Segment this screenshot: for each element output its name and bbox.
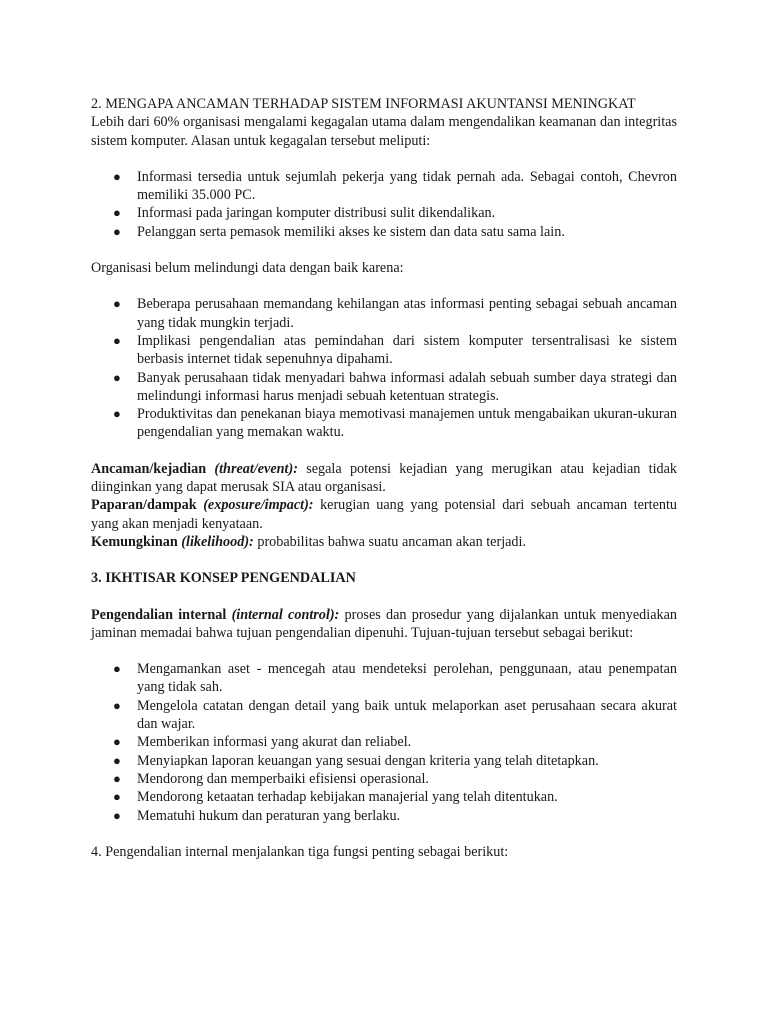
definition-internal-control <box>91 606 677 643</box>
bullet-icon: ● <box>113 807 121 823</box>
list-item: ● Menyiapkan laporan keuangan yang sesuai dengan kriteria yang telah ditetapkan. <box>113 752 599 769</box>
list-item: ● Mematuhi hukum dan peraturan yang berlaku. <box>113 807 401 824</box>
definition-text: probabilitas bahwa suatu ancaman akan terjadi. <box>253 533 527 550</box>
definition-term: Ancaman/kejadian <box>91 460 207 477</box>
definition-term-english: (likelihood): <box>181 533 254 550</box>
definition-term-english: (exposure/impact): <box>203 497 314 514</box>
bullet-icon: ● <box>113 752 121 768</box>
section-3-heading: 3. IKHTISAR KONSEP PENGENDALIAN <box>91 570 356 587</box>
reasons-list <box>91 168 677 241</box>
list-item: ● Mengamankan aset - mencegah atau mendeteksi perolehan, penggunaan, atau penempatan yang tidak sah. <box>113 661 677 696</box>
bullet-icon: ● <box>113 296 121 312</box>
bullet-icon: ● <box>113 205 121 221</box>
definition-text: kerugian uang yang potensial dari sebuah ancaman tertentu yang akan menjadi kenyataan. <box>91 497 678 532</box>
list-item: ● Banyak perusahaan tidak menyadari bahwa informasi adalah sebuah sumber daya strategi dan melindungi informasi harus menjadi sebuah ketentuan strategis. <box>113 369 677 404</box>
bullet-icon: ● <box>113 223 121 239</box>
definition-text: segala potensi kejadian yang merugikan atau kejadian tidak diinginkan yang dapat merusak SIA atau organisasi. <box>91 460 678 496</box>
bullet-icon: ● <box>113 770 121 786</box>
protect-intro: Organisasi belum melindungi data dengan baik karena: <box>91 260 404 277</box>
bullet-icon: ● <box>113 789 121 805</box>
document-page <box>91 95 677 861</box>
bullet-icon: ● <box>113 332 121 348</box>
definition-term: Pengendalian internal <box>91 606 227 623</box>
bullet-icon: ● <box>113 734 121 750</box>
definition-threat <box>91 460 677 497</box>
list-item: ● Informasi tersedia untuk sejumlah pekerja yang tidak pernah ada. Sebagai contoh, Chevron memiliki 35.000 PC. <box>113 168 677 204</box>
list-item: ● Mendorong dan memperbaiki efisiensi operasional. <box>113 770 429 787</box>
list-item: ● Mendorong ketaatan terhadap kebijakan manajerial yang telah ditentukan. <box>113 789 558 806</box>
list-item: ● Informasi pada jaringan komputer distribusi sulit dikendalikan. <box>113 205 496 222</box>
bullet-icon: ● <box>113 661 121 677</box>
list-item: ● Implikasi pengendalian atas pemindahan dari sistem komputer tersentralisasi ke sistem berbasis internet tidak sepenuhnya dipahami. <box>113 332 677 368</box>
section-2-heading: 2. MENGAPA ANCAMAN TERHADAP SISTEM INFORMASI AKUNTANSI MENINGKAT <box>91 96 636 112</box>
definition-exposure <box>91 496 677 533</box>
bullet-icon: ● <box>113 168 121 184</box>
definition-term-english: (threat/event): <box>214 460 298 477</box>
section-2-intro: Lebih dari 60% organisasi mengalami kegagalan utama dalam mengendalikan keamanan dan integritas sistem komputer. Alasan untuk kegagalan tersebut meliputi: <box>91 114 677 149</box>
goals-list <box>91 660 677 825</box>
list-item: ● Pelanggan serta pemasok memiliki akses ke sistem dan data satu sama lain. <box>113 223 565 240</box>
definition-term: Kemungkinan <box>91 533 178 550</box>
list-item: ● Beberapa perusahaan memandang kehilangan atas informasi penting sebagai sebuah ancaman yang tidak mungkin terjadi. <box>113 296 677 331</box>
list-item: ● Mengelola catatan dengan detail yang baik untuk melaporkan aset perusahaan secara akurat dan wajar. <box>113 697 677 733</box>
definition-text: proses dan prosedur yang dijalankan untuk menyediakan jaminan memadai bahwa tujuan pengendalian dipenuhi. Tujuan-tujuan tersebut sebagai berikut: <box>91 606 677 641</box>
bullet-icon: ● <box>113 369 121 385</box>
section-4-heading: 4. Pengendalian internal menjalankan tiga fungsi penting sebagai berikut: <box>91 843 509 860</box>
list-item: ● Memberikan informasi yang akurat dan reliabel. <box>113 734 412 751</box>
list-item: ● Produktivitas dan penekanan biaya memotivasi manajemen untuk mengabaikan ukuran-ukuran pengendalian yang memakan waktu. <box>113 406 677 441</box>
definition-likelihood <box>91 533 677 551</box>
bullet-icon: ● <box>113 697 121 713</box>
definition-term: Paparan/dampak <box>91 497 197 514</box>
protect-reasons-list <box>91 295 677 441</box>
definition-term-english: (internal control): <box>231 606 340 623</box>
bullet-icon: ● <box>113 406 121 422</box>
